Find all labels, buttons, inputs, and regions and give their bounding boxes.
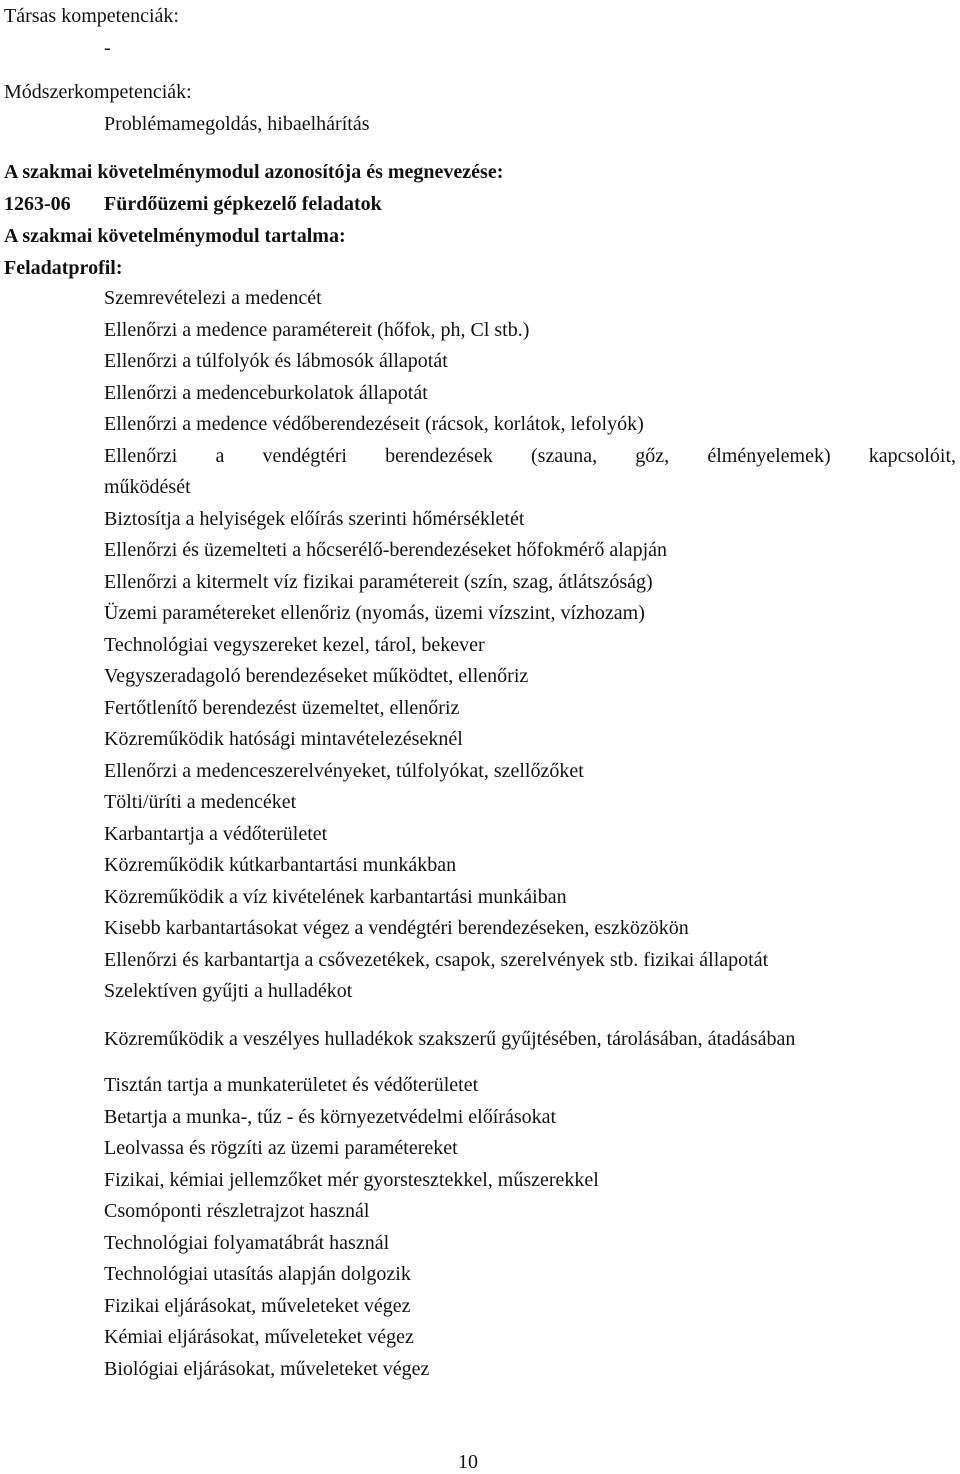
task-item: Ellenőrzi a medence paramétereit (hőfok, ph, Cl stb.) bbox=[104, 319, 530, 341]
task-item: Ellenőrzi a kitermelt víz fizikai paramétereit (szín, szag, átlátszóság) bbox=[104, 571, 653, 593]
task-item: Fizikai eljárásokat, műveleteket végez bbox=[104, 1295, 411, 1317]
task-item: Kémiai eljárásokat, műveleteket végez bbox=[104, 1326, 414, 1348]
module-id-heading: A szakmai követelménymodul azonosítója és megnevezése: bbox=[4, 161, 504, 183]
task-item: Közreműködik kútkarbantartási munkákban bbox=[104, 854, 457, 876]
task-item: Szelektíven gyűjti a hulladékot bbox=[104, 980, 353, 1002]
module-code: 1263-06 bbox=[4, 193, 71, 215]
task-item: Betartja a munka-, tűz - és környezetvédelmi előírásokat bbox=[104, 1106, 557, 1128]
task-item: Szemrevételezi a medencét bbox=[104, 287, 322, 309]
task-item: Ellenőrzi a vendégtéri berendezések (szauna, gőz, élményelemek) kapcsolóit, bbox=[104, 445, 956, 467]
task-item: Technológiai utasítás alapján dolgozik bbox=[104, 1263, 411, 1285]
method-competencies-label: Módszerkompetenciák: bbox=[4, 81, 192, 103]
task-item: Karbantartja a védőterületet bbox=[104, 823, 328, 845]
task-item: Ellenőrzi a medence védőberendezéseit (rácsok, korlátok, lefolyók) bbox=[104, 413, 644, 435]
task-item: Leolvassa és rögzíti az üzemi paramétereket bbox=[104, 1137, 458, 1159]
task-item: Kisebb karbantartásokat végez a vendégtéri berendezéseken, eszközökön bbox=[104, 917, 689, 939]
task-item: Ellenőrzi a medenceburkolatok állapotát bbox=[104, 382, 428, 404]
task-item: Ellenőrzi és karbantartja a csővezetékek, csapok, szerelvények stb. fizikai állapotát bbox=[104, 949, 769, 971]
task-item: Ellenőrzi és üzemelteti a hőcserélő-berendezéseket hőfokmérő alapján bbox=[104, 539, 668, 561]
task-item: Üzemi paramétereket ellenőriz (nyomás, üzemi vízszint, vízhozam) bbox=[104, 602, 645, 624]
task-item: Fizikai, kémiai jellemzőket mér gyorstesztekkel, műszerekkel bbox=[104, 1169, 599, 1191]
task-item: Biztosítja a helyiségek előírás szerinti hőmérsékletét bbox=[104, 508, 525, 530]
social-competencies-value: - bbox=[104, 37, 111, 59]
task-item: Tölti/üríti a medencéket bbox=[104, 791, 297, 813]
task-item-continuation: működését bbox=[104, 476, 191, 498]
page-number: 10 bbox=[458, 1451, 478, 1473]
task-item: Fertőtlenítő berendezést üzemeltet, ellenőriz bbox=[104, 697, 460, 719]
task-item: Közreműködik a veszélyes hulladékok szakszerű gyűjtésében, tárolásában, átadásában bbox=[104, 1028, 796, 1050]
social-competencies-label: Társas kompetenciák: bbox=[4, 5, 179, 27]
method-competencies-value: Problémamegoldás, hibaelhárítás bbox=[104, 113, 370, 135]
task-item: Közreműködik a víz kivételének karbantartási munkáiban bbox=[104, 886, 567, 908]
task-item: Technológiai vegyszereket kezel, tárol, bekever bbox=[104, 634, 485, 656]
module-name: Fürdőüzemi gépkezelő feladatok bbox=[104, 193, 382, 215]
task-item: Csomóponti részletrajzot használ bbox=[104, 1200, 370, 1222]
task-item: Ellenőrzi a medenceszerelvényeket, túlfolyókat, szellőzőket bbox=[104, 760, 584, 782]
task-item: Tisztán tartja a munkaterületet és védőterületet bbox=[104, 1074, 479, 1096]
task-item: Ellenőrzi a túlfolyók és lábmosók állapotát bbox=[104, 350, 448, 372]
task-item: Technológiai folyamatábrát használ bbox=[104, 1232, 390, 1254]
task-item: Közreműködik hatósági mintavételezéseknél bbox=[104, 728, 463, 750]
module-content-heading: A szakmai követelménymodul tartalma: bbox=[4, 225, 346, 247]
task-item: Biológiai eljárásokat, műveleteket végez bbox=[104, 1358, 430, 1380]
task-item: Vegyszeradagoló berendezéseket működtet, ellenőriz bbox=[104, 665, 529, 687]
task-profile-heading: Feladatprofil: bbox=[4, 257, 123, 279]
